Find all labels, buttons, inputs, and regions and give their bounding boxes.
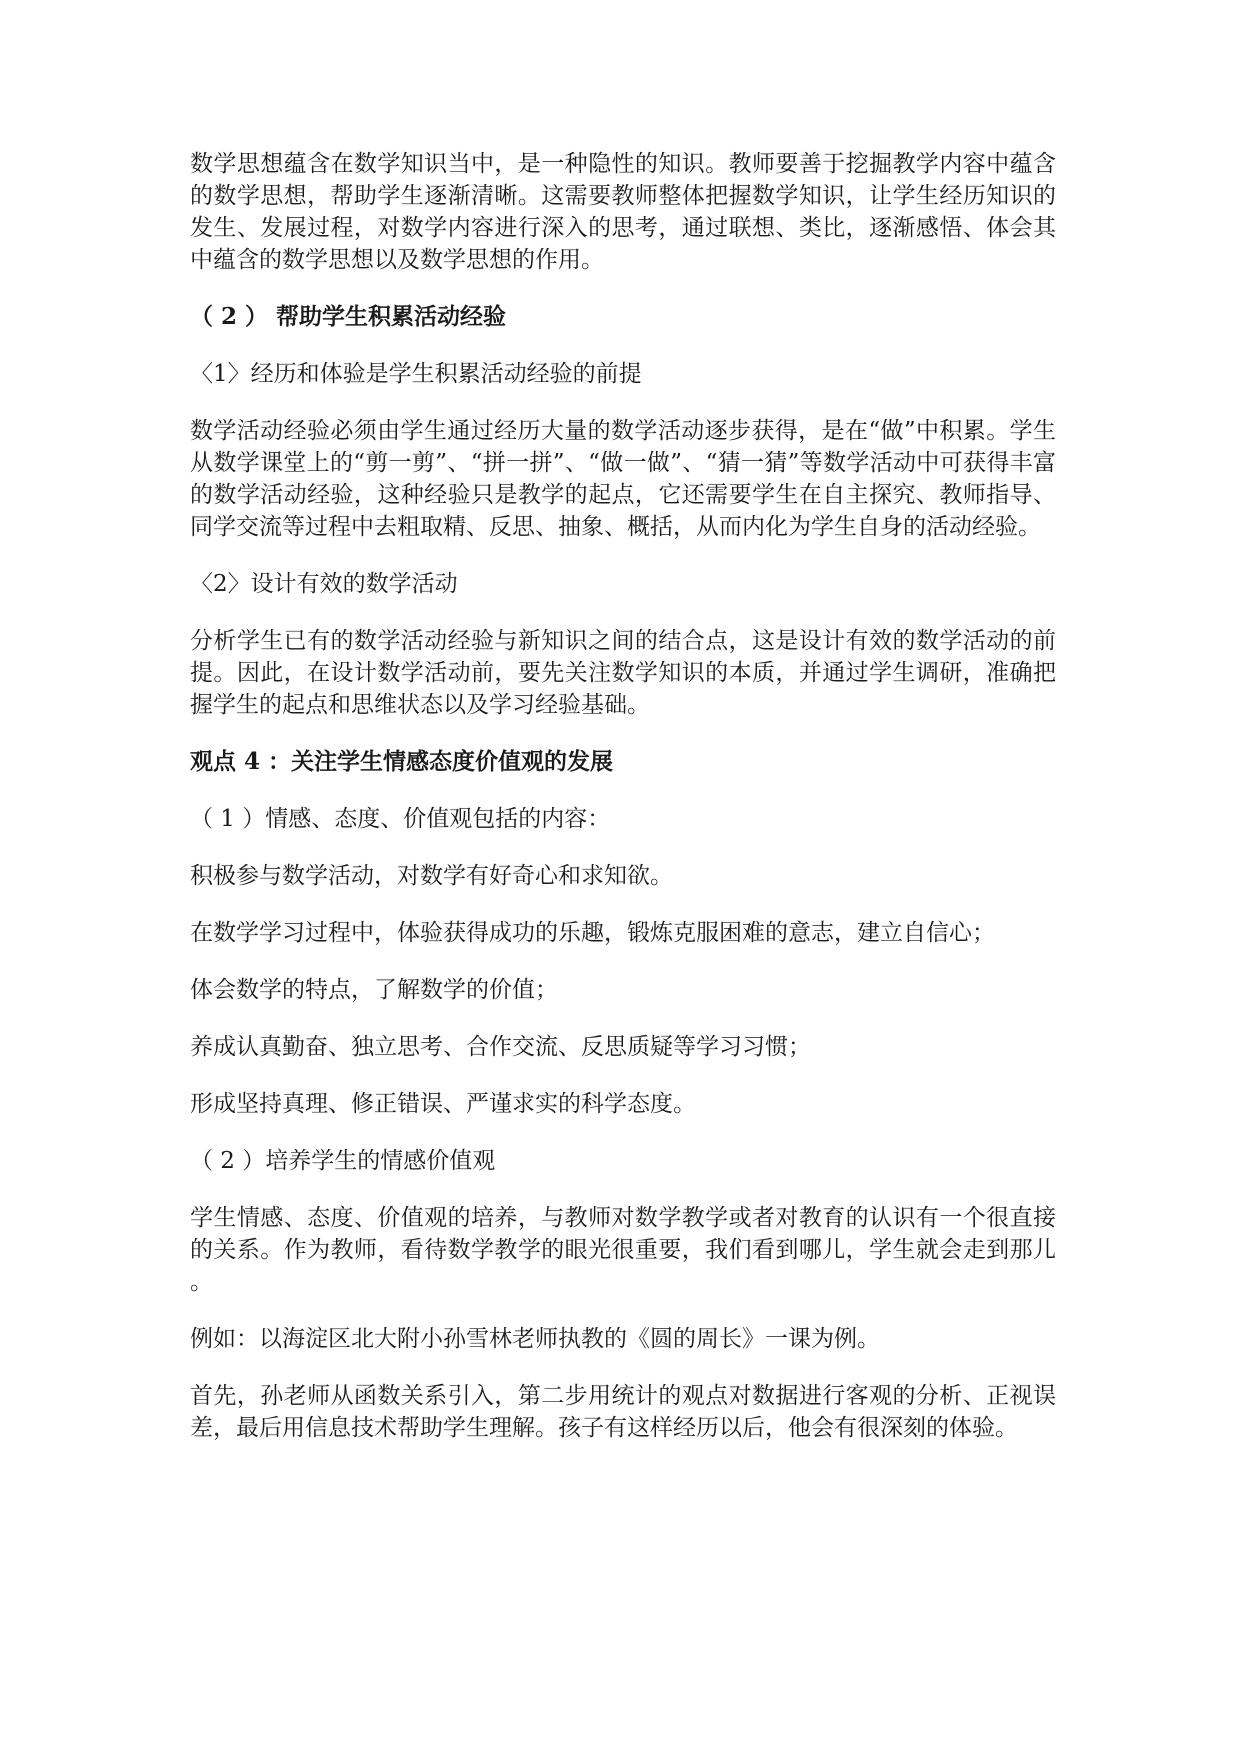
document-page [190,148,1056,1469]
subheading-design-activity: 〈2〉设计有效的数学活动 [190,571,458,597]
paragraph-habits: 养成认真勤奋、独立思考、合作交流、反思质疑等学习习惯； [190,1034,811,1060]
paragraph-example: 例如：以海淀区北大附小孙雪林老师执教的《圆的周长》一课为例。 [190,1326,880,1352]
subheading-cultivate-values: （ 2 ）培养学生的情感价值观 [190,1148,496,1174]
heading-accumulate-experience: （ 2 ） 帮助学生积累活动经验 [190,303,507,330]
subheading-values-content: （ 1 ）情感、态度、价值观包括的内容： [190,806,611,832]
paragraph-math-thought: 数学思想蕴含在数学知识当中，是一种隐性的知识。教师要善于挖掘教学内容中蕴含的数学思想，帮助学生逐渐清晰。这需要教师整体把握数学知识，让学生经历知识的发生、发展过程，对数学内容进行深入的思考，通过联想、类比，逐渐感悟、体会其中蕴含的数学思想以及数学思想的作用。 [190,151,1056,273]
paragraph-participate: 积极参与数学活动，对数学有好奇心和求知欲。 [190,863,673,889]
paragraph-math-value: 体会数学的特点，了解数学的价值； [190,977,558,1003]
heading-viewpoint-4: 观点 4 ：关注学生情感态度价值观的发展 [190,748,614,775]
paragraph-first-step: 首先，孙老师从函数关系引入，第二步用统计的观点对数据进行客观的分析、正视误差，最后用信息技术帮助学生理解。孩子有这样经历以后，他会有很深刻的体验。 [190,1383,1056,1441]
paragraph-teacher-relation: 学生情感、态度、价值观的培养，与教师对数学教学或者对教育的认识有一个很直接的关系。作为教师，看待数学教学的眼光很重要，我们看到哪儿，学生就会走到那儿。 [190,1205,1056,1295]
subheading-experience-premise: 〈1〉经历和体验是学生积累活动经验的前提 [190,361,642,387]
paragraph-analyze-students: 分析学生已有的数学活动经验与新知识之间的结合点，这是设计有效的数学活动的前提。因此，在设计数学活动前，要先关注数学知识的本质，并通过学生调研，准确把握学生的起点和思维状态以及学习经验基础。 [190,628,1056,718]
paragraph-activity-experience: 数学活动经验必须由学生通过经历大量的数学活动逐步获得，是在“做”中积累。学生从数学课堂上的“剪一剪”、“拼一拼”、“做一做”、“猜一猜”等数学活动中可获得丰富的数学活动经验，这种经验只是教学的起点，它还需要学生在自主探究、教师指导、同学交流等过程中去粗取精、反思、抽象、概括，从而内化为学生自身的活动经验。 [190,418,1056,540]
paragraph-scientific-attitude: 形成坚持真理、修正错误、严谨求实的科学态度。 [190,1091,696,1117]
paragraph-experience-success: 在数学学习过程中，体验获得成功的乐趣，锻炼克服困难的意志，建立自信心； [190,920,995,946]
